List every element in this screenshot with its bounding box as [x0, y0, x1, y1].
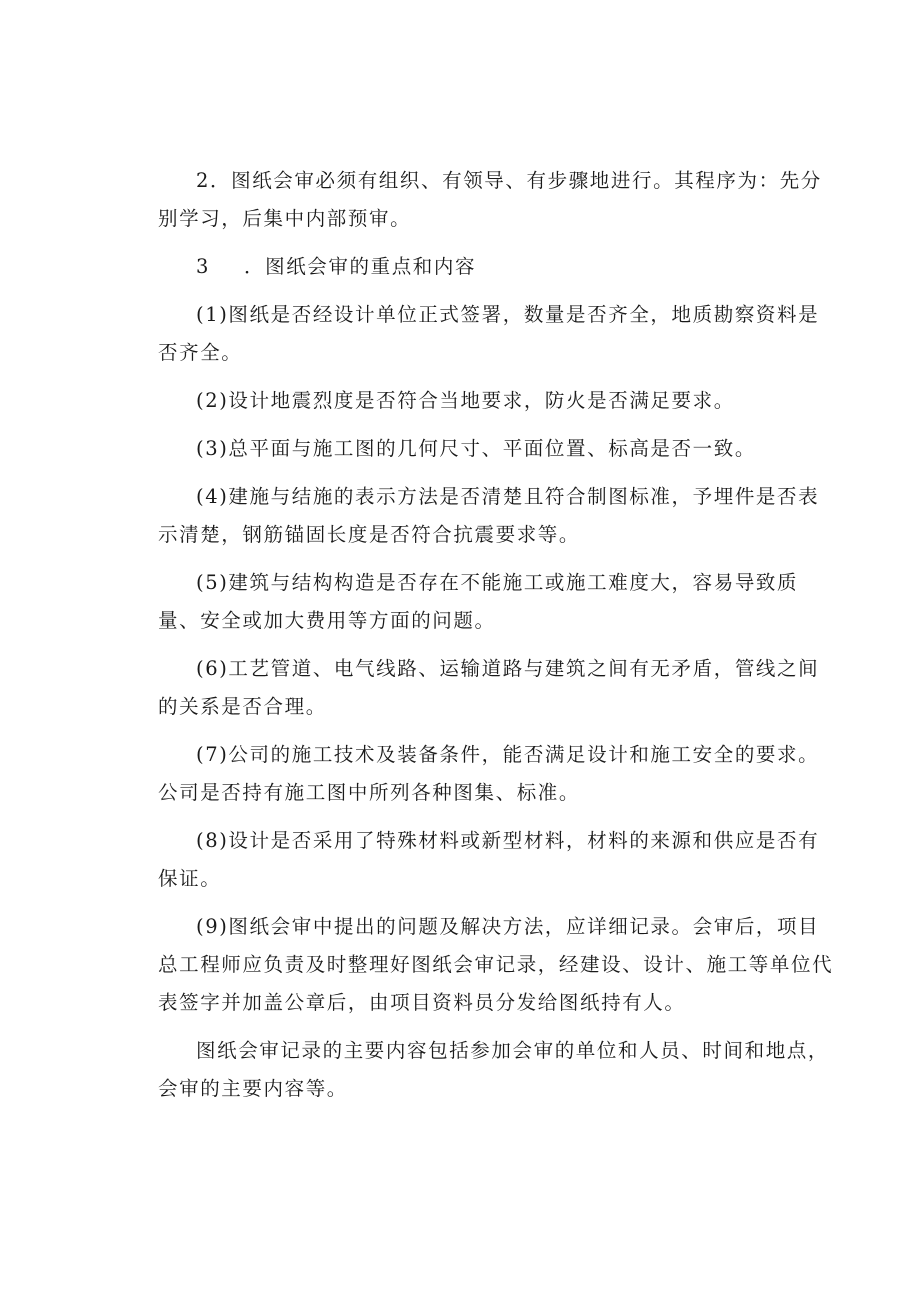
paragraph-2-procedure: 2．图纸会审必须有组织、有领导、有步骤地进行。其程序为：先分别学习，后集中内部预审。 [158, 169, 822, 230]
item-3: (3)总平面与施工图的几何尺寸、平面位置、标高是否一致。 [196, 437, 756, 460]
document-body [158, 162, 838, 1118]
item-6: (6)工艺管道、电气线路、运输道路与建筑之间有无矛盾，管线之间的关系是否合理。 [158, 657, 820, 718]
item-5: (5)建筑与结构构造是否存在不能施工或施工难度大，容易导致质量、安全或加大费用等方面的问题。 [158, 571, 799, 632]
item-1: (1)图纸是否经设计单位正式签署，数量是否齐全，地质勘察资料是否齐全。 [158, 303, 820, 364]
section-heading-3-text: ．图纸会审的重点和内容 [244, 255, 477, 278]
section-heading-3 [158, 248, 838, 286]
item-9: (9)图纸会审中提出的问题及解决方法，应详细记录。会审后，项目总工程师应负责及时整理好图纸会审记录，经建设、设计、施工等单位代表签字并加盖公章后，由项目资料员分发给图纸持有人。 [158, 915, 834, 1014]
item-2: (2)设计地震烈度是否符合当地要求，防火是否满足要求。 [196, 389, 735, 412]
item-7: (7)公司的施工技术及装备条件，能否满足设计和施工安全的要求。公司是否持有施工图中所列各种图集、标准。 [158, 743, 820, 804]
closing-paragraph: 图纸会审记录的主要内容包括参加会审的单位和人员、时间和地点，会审的主要内容等。 [158, 1039, 830, 1100]
section-heading-3-number: 3 [196, 255, 211, 278]
item-8: (8)设计是否采用了特殊材料或新型材料，材料的来源和供应是否有保证。 [158, 829, 820, 890]
item-4: (4)建施与结施的表示方法是否清楚且符合制图标准，予埋件是否表示清楚，钢筋锚固长度是否符合抗震要求等。 [158, 485, 820, 546]
